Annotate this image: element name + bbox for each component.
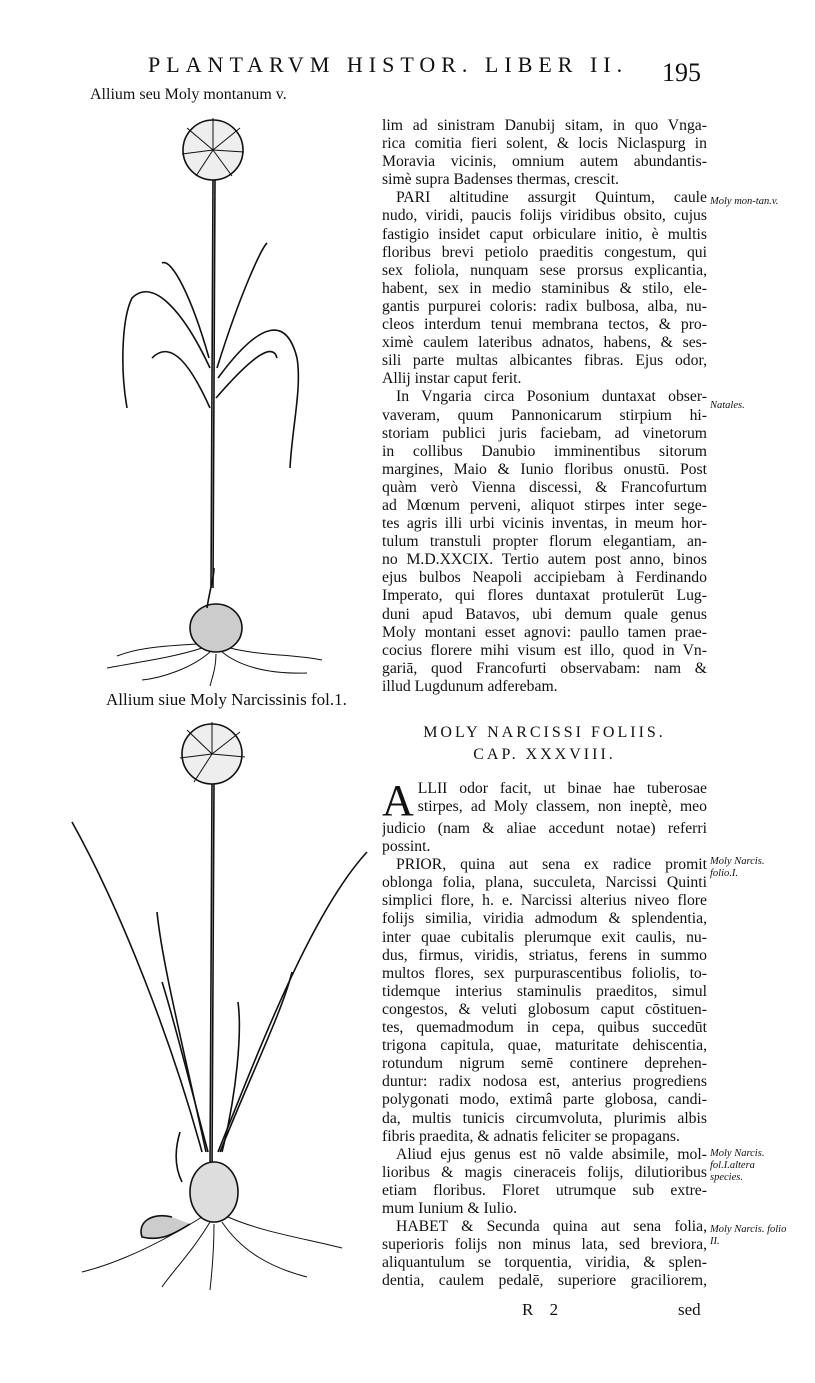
text-line: nudo, viridi, paucis folijs viridibus obsito, cujus xyxy=(382,207,707,225)
text-line: gantis purpurei coloris: radix bulbosa, alba, nu- xyxy=(382,297,707,315)
text-line: duni apud Batavos, ubi demum quale genus xyxy=(382,605,707,623)
text-line: cleos interdum tenui membrana tectos, & pro- xyxy=(382,316,707,334)
text-line: simplici flore, h. e. Narcissi alterius niveo flore xyxy=(382,892,707,910)
running-title: PLANTARVM HISTOR. LIBER II. xyxy=(148,52,629,77)
page-number: 195 xyxy=(662,58,701,87)
margin-note: Moly Narcis. folio.I. xyxy=(710,856,765,879)
text-line: possint. xyxy=(382,838,431,856)
text-line: quàm verò Vienna discessi, & Francofurtum xyxy=(382,478,707,496)
text-line: aliquantulum se torquentia, viridia, & splen- xyxy=(382,1254,707,1272)
margin-note: Natales. xyxy=(710,400,745,411)
text-line: storiam publici juris faciebam, ad vinetorum xyxy=(382,424,707,442)
text-line: tidemque interius staminulis praeditos, simul xyxy=(382,982,707,1000)
margin-note: Moly Narcis. folio II. xyxy=(710,1224,787,1247)
text-line: oblonga folia, plana, succuleta, Narcissi Quinti xyxy=(382,874,707,892)
text-line: margines, Maio & Iunio floribus onustū. Post xyxy=(382,460,707,478)
text-line: cocius florere mihi visum est illo, quod in Vn- xyxy=(382,641,707,659)
text-line: ejus bulbos Neapoli accipiebam à Ferdinando xyxy=(382,569,707,587)
text-line: da, multis tunicis circumvoluta, plurimis albis xyxy=(382,1109,707,1127)
text-line: folijs similia, viridia admodum & splendentia, xyxy=(382,910,707,928)
text-line: rotundum nigrum semē continere deprehen- xyxy=(382,1055,707,1073)
text-line: no M.D.XXCIX. Tertio autem post anno, binos xyxy=(382,551,707,569)
text-line: ad Mœnum perveni, aliquot stirpes inter sege- xyxy=(382,496,707,514)
margin-note: Moly mon-tan.v. xyxy=(710,196,779,207)
text-line: ximè caulem lateribus adnatos, habens, & ses- xyxy=(382,334,707,352)
plant-illustration-top xyxy=(92,108,352,688)
text-line: tulum transtuli propter florum elegantiam, an- xyxy=(382,533,707,551)
text-line: In Vngaria circa Posonium duntaxat obser- xyxy=(396,388,707,406)
text-line: mum Iunium & Iulio. xyxy=(382,1199,518,1217)
figure-caption-bottom: Allium siue Moly Narcissinis fol.1. xyxy=(106,690,347,709)
signature-mark: R 2 xyxy=(522,1300,565,1319)
text-line: PARI altitudine assurgit Quintum, caule xyxy=(396,189,707,207)
text-line: Aliud ejus genus est nō valde absimile, mol- xyxy=(396,1145,707,1163)
text-line: duntur: radix nodosa est, anterius progrediens xyxy=(382,1073,707,1091)
chapter-title: MOLY NARCISSI FOLIIS. xyxy=(423,724,666,741)
text-line: HABET & Secunda quina aut sena folia, xyxy=(396,1218,707,1236)
text-line: PRIOR, quina aut sena ex radice promit xyxy=(396,856,707,874)
text-line: polygonati modo, extimâ parte globosa, candi- xyxy=(382,1091,707,1109)
text-line: fibris praedita, & adnatis feliciter se propagans. xyxy=(382,1127,680,1145)
chapter-number: CAP. XXXVIII. xyxy=(473,746,616,763)
text-line: dus, firmus, viridis, striatus, ferens in summo xyxy=(382,946,707,964)
text-line: etiam floribus. Floret utrumque sub extre- xyxy=(382,1181,707,1199)
text-line: gariā, quod Francofurti observabam: nam & xyxy=(382,659,707,677)
text-line: illud Lugdunum adferebam. xyxy=(382,677,558,695)
margin-note: Moly Narcis. fol.I.altera species. xyxy=(710,1148,765,1183)
text-line: stirpes, ad Moly classem, non ineptè, meo xyxy=(417,798,707,816)
text-line: fastigio insidet caput orbiculare initio, è multis xyxy=(382,225,707,243)
text-line: lioribus & magis cineraceis folijs, dilutioribus xyxy=(382,1163,707,1181)
text-line: Moly montani esset agnovi: paullo tamen prae- xyxy=(382,623,707,641)
dropcap: A xyxy=(382,776,414,825)
text-line: judicio (nam & aliae accedunt notae) referri xyxy=(382,820,707,837)
text-line: floribus brevi petiolo praeditis congestum, qui xyxy=(382,243,707,261)
text-line: Allij instar caput ferit. xyxy=(382,370,522,388)
text-line: sili parte multas albicantes fibras. Ejus odor, xyxy=(382,352,707,370)
text-line: sex foliola, nunquam sese prorsus explicantia, xyxy=(382,261,707,279)
text-line: tes, quemadmodum in cepa, quibus succedūt xyxy=(382,1019,707,1037)
text-column-top xyxy=(382,117,707,696)
text-line: rica comitia fieri solent, & locis Niclaspurg in xyxy=(382,135,707,153)
plant-illustration-bottom xyxy=(62,712,372,1292)
text-line: inter quae cubitalis plerumque exit caulis, nu- xyxy=(382,928,707,946)
text-line: LLII odor facit, ut binae hae tuberosae xyxy=(417,780,707,797)
text-line: trigona capitula, quae, maturitate dehiscentia, xyxy=(382,1037,707,1055)
text-line: superioris folijs non minus lata, sed breviora, xyxy=(382,1236,707,1254)
text-line: vaveram, quum Pannonicarum stirpium hi- xyxy=(382,406,707,424)
text-line: multos flores, sex purpurascentibus foliolis, to- xyxy=(382,964,707,982)
text-line: in collibus Danubio imminentibus sitorum xyxy=(382,442,707,460)
text-line: habent, sex in medio staminibus & stilo, ele- xyxy=(382,279,707,297)
text-column-bottom xyxy=(382,776,707,1290)
catchword: sed xyxy=(678,1300,701,1319)
figure-caption-top: Allium seu Moly montanum v. xyxy=(90,86,287,103)
text-line: lim ad sinistram Danubij sitam, in quo Vnga- xyxy=(382,117,707,134)
text-line: tes agris illi urbi vicinis inventas, in meum hor- xyxy=(382,515,707,533)
text-line: simè supra Badenses thermas, crescit. xyxy=(382,171,619,189)
text-line: congestos, & veluti globosum caput cōstituen- xyxy=(382,1000,707,1018)
text-line: Imperato, qui flores duntaxat protulerūt Lug- xyxy=(382,587,707,605)
text-line: dentia, caulem pedalē, superiore graciliorem, xyxy=(382,1272,707,1290)
text-line: Moravia vicinis, omnium autem abundantis- xyxy=(382,153,707,171)
